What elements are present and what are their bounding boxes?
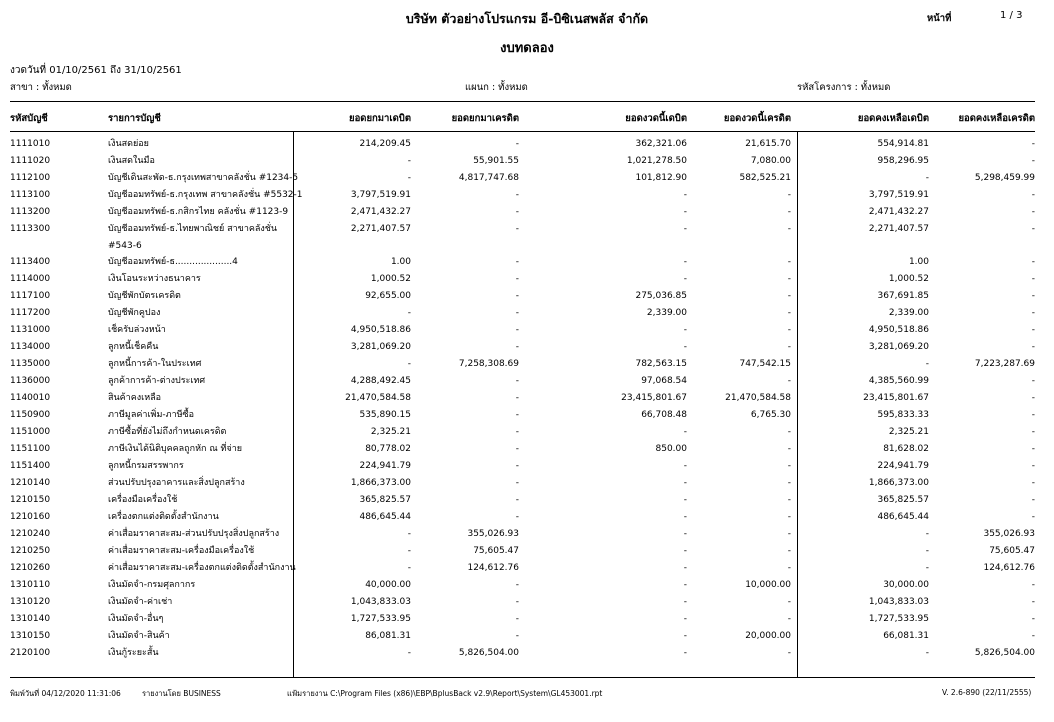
table-row: [0, 427, 1054, 444]
account-code: 1112100: [10, 173, 51, 183]
open-credit-value: 355,026.93: [467, 529, 519, 539]
company-name: บริษัท ตัวอย่างโปรแกรม อี-บิซิเนสพลัส จำกัด: [405, 11, 649, 26]
period-debit-value: -: [683, 648, 687, 658]
print-datetime: พิมพ์วันที่ 04/12/2020 11:31:06: [10, 689, 121, 698]
period-credit-value: 21,470,584.58: [725, 393, 791, 403]
period-debit-value: 101,812.90: [635, 173, 687, 183]
period-debit-value: -: [683, 478, 687, 488]
table-row: [0, 274, 1054, 291]
period-credit-value: -: [787, 597, 791, 607]
open-debit-value: 21,470,584.58: [345, 393, 411, 403]
account-code: 1151100: [10, 444, 51, 454]
open-credit-value: -: [515, 478, 519, 488]
period-debit-value: -: [683, 563, 687, 573]
period-debit-value: -: [683, 257, 687, 267]
open-debit-value: -: [407, 563, 411, 573]
table-row: [0, 257, 1054, 274]
close-credit-value: -: [1031, 580, 1035, 590]
account-code: 1111010: [10, 139, 51, 149]
account-name: ลูกค้าการค้า-ต่างประเทศ: [108, 376, 206, 386]
close-debit-value: 958,296.95: [877, 156, 929, 166]
open-debit-value: 2,471,432.27: [350, 207, 411, 217]
table-row: [0, 580, 1054, 597]
period-credit-value: -: [787, 325, 791, 335]
open-credit-value: -: [515, 631, 519, 641]
period-credit-value: -: [787, 478, 791, 488]
open-credit-value: -: [515, 274, 519, 284]
close-credit-value: 124,612.76: [983, 563, 1035, 573]
close-debit-value: 2,471,432.27: [868, 207, 929, 217]
open-credit-value: -: [515, 427, 519, 437]
table-row: [0, 444, 1054, 461]
close-credit-value: -: [1031, 478, 1035, 488]
account-name: เช็ครับล่วงหน้า: [108, 325, 166, 335]
open-credit-value: 124,612.76: [467, 563, 519, 573]
account-code: 1117100: [10, 291, 51, 301]
account-code: 1117200: [10, 308, 51, 318]
close-debit-value: 595,833.33: [877, 410, 929, 420]
table-row: [0, 410, 1054, 427]
period-debit-value: -: [683, 461, 687, 471]
open-credit-value: -: [515, 190, 519, 200]
account-name: บัญชีพักคูปอง: [108, 308, 161, 318]
open-credit-value: -: [515, 495, 519, 505]
table-row: [0, 224, 1054, 251]
period-debit-value: -: [683, 495, 687, 505]
open-debit-value: 1,043,833.03: [350, 597, 411, 607]
period-debit-value: -: [683, 342, 687, 352]
report-title: งบทดลอง: [500, 41, 554, 56]
close-debit-value: 1,043,833.03: [868, 597, 929, 607]
header-open-credit: ยอดยกมาเครดิต: [451, 113, 519, 124]
account-code: 1210140: [10, 478, 51, 488]
period-credit-value: 20,000.00: [745, 631, 791, 641]
close-credit-value: -: [1031, 190, 1035, 200]
account-code: 1310150: [10, 631, 51, 641]
open-credit-value: -: [515, 325, 519, 335]
open-debit-value: 3,281,069.20: [350, 342, 411, 352]
period-debit-value: 23,415,801.67: [621, 393, 687, 403]
table-top-rule: [10, 101, 1035, 102]
account-code: 1151000: [10, 427, 51, 437]
account-code: 1310140: [10, 614, 51, 624]
close-debit-value: 2,339.00: [888, 308, 929, 318]
period-credit-value: 7,080.00: [750, 156, 791, 166]
printed-by: รายงานโดย BUSINESS: [142, 689, 221, 698]
period-credit-value: -: [787, 546, 791, 556]
period-debit-value: 66,708.48: [641, 410, 687, 420]
account-code: 1134000: [10, 342, 51, 352]
close-debit-value: 4,385,560.99: [868, 376, 929, 386]
close-debit-value: -: [925, 648, 929, 658]
open-credit-value: -: [515, 614, 519, 624]
period-credit-value: -: [787, 427, 791, 437]
account-code: 1310120: [10, 597, 51, 607]
period-debit-value: -: [683, 325, 687, 335]
open-debit-value: 1,866,373.00: [350, 478, 411, 488]
open-credit-value: -: [515, 291, 519, 301]
open-debit-value: 486,645.44: [359, 512, 411, 522]
period-credit-value: -: [787, 224, 791, 234]
close-debit-value: 66,081.31: [883, 631, 929, 641]
period-credit-value: 6,765.30: [750, 410, 791, 420]
table-row: [0, 342, 1054, 359]
close-credit-value: -: [1031, 631, 1035, 641]
table-row: [0, 614, 1054, 631]
close-credit-value: -: [1031, 325, 1035, 335]
open-debit-value: 365,825.57: [359, 495, 411, 505]
close-debit-value: -: [925, 359, 929, 369]
close-credit-value: -: [1031, 224, 1035, 234]
period-credit-value: -: [787, 614, 791, 624]
account-name: ส่วนปรับปรุงอาคารและสิ่งปลูกสร้าง: [108, 478, 245, 488]
account-name: ค่าเสื่อมราคาสะสม-ส่วนปรับปรุงสิ่งปลูกสร้าง: [108, 529, 280, 539]
open-debit-value: -: [407, 359, 411, 369]
header-close-debit: ยอดคงเหลือเดบิต: [857, 113, 929, 124]
account-name: เงินมัดจำ-อื่นๆ: [108, 614, 164, 624]
close-debit-value: 224,941.79: [877, 461, 929, 471]
period-debit-value: -: [683, 580, 687, 590]
table-row: [0, 291, 1054, 308]
close-debit-value: 1,000.52: [888, 274, 929, 284]
account-name: เงินสดย่อย: [108, 139, 149, 149]
table-row: [0, 631, 1054, 648]
close-debit-value: 367,691.85: [877, 291, 929, 301]
period-debit-value: 1,021,278.50: [626, 156, 687, 166]
account-code: 1210160: [10, 512, 51, 522]
report-file-path: แฟ้มรายงาน C:\Program Files (x86)\EBP\BplusBack v2.9\Report\System\GL453001.rpt: [287, 689, 603, 698]
open-credit-value: 4,817,747.68: [458, 173, 519, 183]
period-debit-value: 850.00: [655, 444, 687, 454]
account-name: ลูกหนี้เช็คคืน: [108, 342, 159, 352]
header-period-credit: ยอดงวดนี้เครดิต: [723, 113, 791, 124]
open-debit-value: -: [407, 529, 411, 539]
account-code: 1210240: [10, 529, 51, 539]
period-credit-value: -: [787, 291, 791, 301]
open-credit-value: -: [515, 580, 519, 590]
period-debit-value: 2,339.00: [646, 308, 687, 318]
period-credit-value: -: [787, 529, 791, 539]
close-debit-value: 554,914.81: [877, 139, 929, 149]
period-debit-value: -: [683, 427, 687, 437]
close-debit-value: 3,281,069.20: [868, 342, 929, 352]
open-debit-value: 214,209.45: [359, 139, 411, 149]
header-account-code: รหัสบัญชี: [10, 113, 48, 124]
close-credit-value: -: [1031, 393, 1035, 403]
open-credit-value: -: [515, 444, 519, 454]
account-code: 1310110: [10, 580, 51, 590]
close-debit-value: 2,325.21: [888, 427, 929, 437]
open-debit-value: 4,288,492.45: [350, 376, 411, 386]
close-credit-value: -: [1031, 156, 1035, 166]
account-code: 1114000: [10, 274, 51, 284]
table-row: [0, 393, 1054, 410]
close-debit-value: 4,950,518.86: [868, 325, 929, 335]
account-name: เครื่องตกแต่งติดตั้งสำนักงาน: [108, 512, 219, 522]
account-name: บัญชีออมทรัพย์-ธ....................4: [108, 257, 238, 267]
period-credit-value: -: [787, 512, 791, 522]
account-code: 1210250: [10, 546, 51, 556]
close-debit-value: -: [925, 546, 929, 556]
close-debit-value: -: [925, 529, 929, 539]
close-debit-value: 81,628.02: [883, 444, 929, 454]
account-name: เงินมัดจำ-กรมศุลกากร: [108, 580, 196, 590]
account-code: 1113400: [10, 257, 51, 267]
period-debit-value: 97,068.54: [641, 376, 687, 386]
open-debit-value: -: [407, 156, 411, 166]
department-filter: แผนก : ทั้งหมด: [465, 82, 528, 93]
open-credit-value: -: [515, 342, 519, 352]
close-debit-value: 1,727,533.95: [868, 614, 929, 624]
close-debit-value: -: [925, 563, 929, 573]
close-credit-value: -: [1031, 614, 1035, 624]
period-debit-value: -: [683, 631, 687, 641]
close-credit-value: 5,826,504.00: [974, 648, 1035, 658]
close-credit-value: 5,298,459.99: [974, 173, 1035, 183]
close-credit-value: -: [1031, 342, 1035, 352]
open-debit-value: 80,778.02: [365, 444, 411, 454]
open-debit-value: -: [407, 546, 411, 556]
open-credit-value: -: [515, 410, 519, 420]
account-name: ภาษีเงินได้นิติบุคคลถูกหัก ณ ที่จ่าย: [108, 444, 243, 454]
account-code: 1111020: [10, 156, 51, 166]
period-debit-value: 362,321.06: [635, 139, 687, 149]
open-credit-value: 7,258,308.69: [458, 359, 519, 369]
close-debit-value: 1.00: [908, 257, 929, 267]
close-debit-value: 486,645.44: [877, 512, 929, 522]
table-row: [0, 512, 1054, 529]
account-name: บัญชีออมทรัพย์-ธ.กสิกรไทย คลังชั่น #1123-9: [108, 207, 289, 217]
account-name: ลูกหนี้การค้า-ในประเทศ: [108, 359, 202, 369]
close-debit-value: 2,271,407.57: [868, 224, 929, 234]
open-credit-value: 55,901.55: [473, 156, 519, 166]
table-row: [0, 359, 1054, 376]
close-credit-value: -: [1031, 444, 1035, 454]
open-debit-value: 1.00: [390, 257, 411, 267]
header-open-debit: ยอดยกมาเดบิต: [349, 113, 411, 124]
close-credit-value: -: [1031, 291, 1035, 301]
period-credit-value: 747,542.15: [739, 359, 791, 369]
account-code: 1210260: [10, 563, 51, 573]
close-debit-value: 23,415,801.67: [863, 393, 929, 403]
table-header-rule: [10, 131, 1035, 132]
period-debit-value: -: [683, 274, 687, 284]
open-credit-value: -: [515, 224, 519, 234]
account-name: เงินมัดจำ-ค่าเช่า: [108, 597, 173, 607]
close-credit-value: -: [1031, 274, 1035, 284]
table-row: [0, 597, 1054, 614]
table-row: [0, 190, 1054, 207]
open-debit-value: 40,000.00: [365, 580, 411, 590]
table-row: [0, 156, 1054, 173]
period-credit-value: -: [787, 376, 791, 386]
table-row: [0, 546, 1054, 563]
period-debit-value: -: [683, 224, 687, 234]
header-period-debit: ยอดงวดนี้เดบิต: [625, 113, 687, 124]
account-name: เงินมัดจำ-สินค้า: [108, 631, 170, 641]
period-credit-value: -: [787, 461, 791, 471]
period-credit-value: -: [787, 257, 791, 267]
open-debit-value: 1,727,533.95: [350, 614, 411, 624]
table-row: [0, 529, 1054, 546]
close-credit-value: -: [1031, 308, 1035, 318]
account-name: เงินสดในมือ: [108, 156, 155, 166]
open-credit-value: 75,605.47: [473, 546, 519, 556]
close-credit-value: -: [1031, 461, 1035, 471]
table-row: [0, 495, 1054, 512]
header-account-name: รายการบัญชี: [108, 113, 161, 124]
period-credit-value: -: [787, 563, 791, 573]
period-debit-value: -: [683, 546, 687, 556]
period-debit-value: -: [683, 512, 687, 522]
account-name: ค่าเสื่อมราคาสะสม-เครื่องตกแต่งติดตั้งสำนักงาน: [108, 563, 296, 573]
close-credit-value: -: [1031, 597, 1035, 607]
table-row: [0, 461, 1054, 478]
table-bottom-rule: [10, 677, 1035, 678]
open-debit-value: 4,950,518.86: [350, 325, 411, 335]
open-debit-value: 2,271,407.57: [350, 224, 411, 234]
period-credit-value: -: [787, 207, 791, 217]
account-name: เงินกู้ระยะสั้น: [108, 648, 159, 658]
open-credit-value: -: [515, 257, 519, 267]
close-credit-value: 7,223,287.69: [974, 359, 1035, 369]
period-debit-value: -: [683, 190, 687, 200]
account-name: ลูกหนี้กรมสรรพากร: [108, 461, 184, 471]
close-credit-value: -: [1031, 376, 1035, 386]
table-row: [0, 139, 1054, 156]
account-code: 1151400: [10, 461, 51, 471]
close-debit-value: 365,825.57: [877, 495, 929, 505]
period-credit-value: -: [787, 495, 791, 505]
period-credit-value: -: [787, 648, 791, 658]
header-close-credit: ยอดคงเหลือเครดิต: [958, 113, 1035, 124]
period-credit-value: -: [787, 342, 791, 352]
account-code: 1131000: [10, 325, 51, 335]
open-debit-value: 92,655.00: [365, 291, 411, 301]
open-debit-value: 3,797,519.91: [350, 190, 411, 200]
open-debit-value: -: [407, 308, 411, 318]
page-label: หน้าที่: [927, 13, 952, 24]
period-credit-value: 10,000.00: [745, 580, 791, 590]
close-credit-value: 355,026.93: [983, 529, 1035, 539]
period-credit-value: -: [787, 308, 791, 318]
open-debit-value: 1,000.52: [370, 274, 411, 284]
open-credit-value: -: [515, 139, 519, 149]
close-credit-value: -: [1031, 495, 1035, 505]
close-credit-value: -: [1031, 512, 1035, 522]
period-debit-value: 275,036.85: [635, 291, 687, 301]
close-credit-value: 75,605.47: [989, 546, 1035, 556]
open-credit-value: -: [515, 512, 519, 522]
open-debit-value: 535,890.15: [359, 410, 411, 420]
open-credit-value: -: [515, 461, 519, 471]
account-name: บัญชีออมทรัพย์-ธ.ไทยพาณิชย์ สาขาคลังชั่น #543-6: [108, 224, 278, 251]
open-credit-value: -: [515, 597, 519, 607]
close-debit-value: -: [925, 173, 929, 183]
close-debit-value: 3,797,519.91: [868, 190, 929, 200]
account-name: บัญชีออมทรัพย์-ธ.กรุงเทพ สาขาคลังชั่น #5532-1: [108, 190, 303, 200]
open-debit-value: 2,325.21: [370, 427, 411, 437]
period-credit-value: -: [787, 190, 791, 200]
close-credit-value: -: [1031, 257, 1035, 267]
open-debit-value: -: [407, 648, 411, 658]
table-row: [0, 325, 1054, 342]
table-row: [0, 376, 1054, 393]
account-name: ภาษีซื้อที่ยังไม่ถึงกำหนดเครดิต: [108, 427, 227, 437]
table-row: [0, 478, 1054, 495]
close-credit-value: -: [1031, 410, 1035, 420]
period-debit-value: -: [683, 597, 687, 607]
table-row: [0, 648, 1054, 665]
account-code: 1150900: [10, 410, 51, 420]
period-debit-value: -: [683, 614, 687, 624]
close-credit-value: -: [1031, 427, 1035, 437]
period-debit-value: 782,563.15: [635, 359, 687, 369]
report-period: งวดวันที่ 01/10/2561 ถึง 31/10/2561: [10, 65, 182, 76]
account-code: 1113300: [10, 224, 51, 234]
close-credit-value: -: [1031, 139, 1035, 149]
account-code: 1136000: [10, 376, 51, 386]
close-debit-value: 1,866,373.00: [868, 478, 929, 488]
account-code: 1135000: [10, 359, 51, 369]
table-row: [0, 308, 1054, 325]
open-credit-value: -: [515, 207, 519, 217]
account-name: บัญชีเดินสะพัด-ธ.กรุงเทพสาขาคลังชั่น #1234-5: [108, 173, 299, 183]
period-credit-value: -: [787, 274, 791, 284]
open-debit-value: 224,941.79: [359, 461, 411, 471]
account-name: เงินโอนระหว่างธนาคาร: [108, 274, 201, 284]
version-info: V. 2.6-890 (22/11/2555): [942, 688, 1032, 697]
account-name: ค่าเสื่อมราคาสะสม-เครื่องมือเครื่องใช้: [108, 546, 255, 556]
period-debit-value: -: [683, 529, 687, 539]
open-credit-value: 5,826,504.00: [458, 648, 519, 658]
account-name: เครื่องมือเครื่องใช้: [108, 495, 178, 505]
period-credit-value: -: [787, 444, 791, 454]
table-row: [0, 173, 1054, 190]
period-debit-value: -: [683, 207, 687, 217]
open-credit-value: -: [515, 376, 519, 386]
close-credit-value: -: [1031, 207, 1035, 217]
open-credit-value: -: [515, 393, 519, 403]
account-name: ภาษีมูลค่าเพิ่ม-ภาษีซื้อ: [108, 410, 195, 420]
account-code: 1210150: [10, 495, 51, 505]
page-number: 1 / 3: [1000, 10, 1023, 21]
account-code: 1113200: [10, 207, 51, 217]
table-row: [0, 563, 1054, 580]
period-credit-value: 21,615.70: [745, 139, 791, 149]
open-debit-value: -: [407, 173, 411, 183]
account-name: บัญชีพักบัตรเครดิต: [108, 291, 181, 301]
open-debit-value: 86,081.31: [365, 631, 411, 641]
account-code: 2120100: [10, 648, 51, 658]
branch-filter: สาขา : ทั้งหมด: [10, 82, 72, 93]
account-code: 1113100: [10, 190, 51, 200]
close-debit-value: 30,000.00: [883, 580, 929, 590]
account-code: 1140010: [10, 393, 51, 403]
open-credit-value: -: [515, 308, 519, 318]
project-filter: รหัสโครงการ : ทั้งหมด: [797, 82, 891, 93]
account-name: สินค้าคงเหลือ: [108, 393, 162, 403]
period-credit-value: 582,525.21: [739, 173, 791, 183]
